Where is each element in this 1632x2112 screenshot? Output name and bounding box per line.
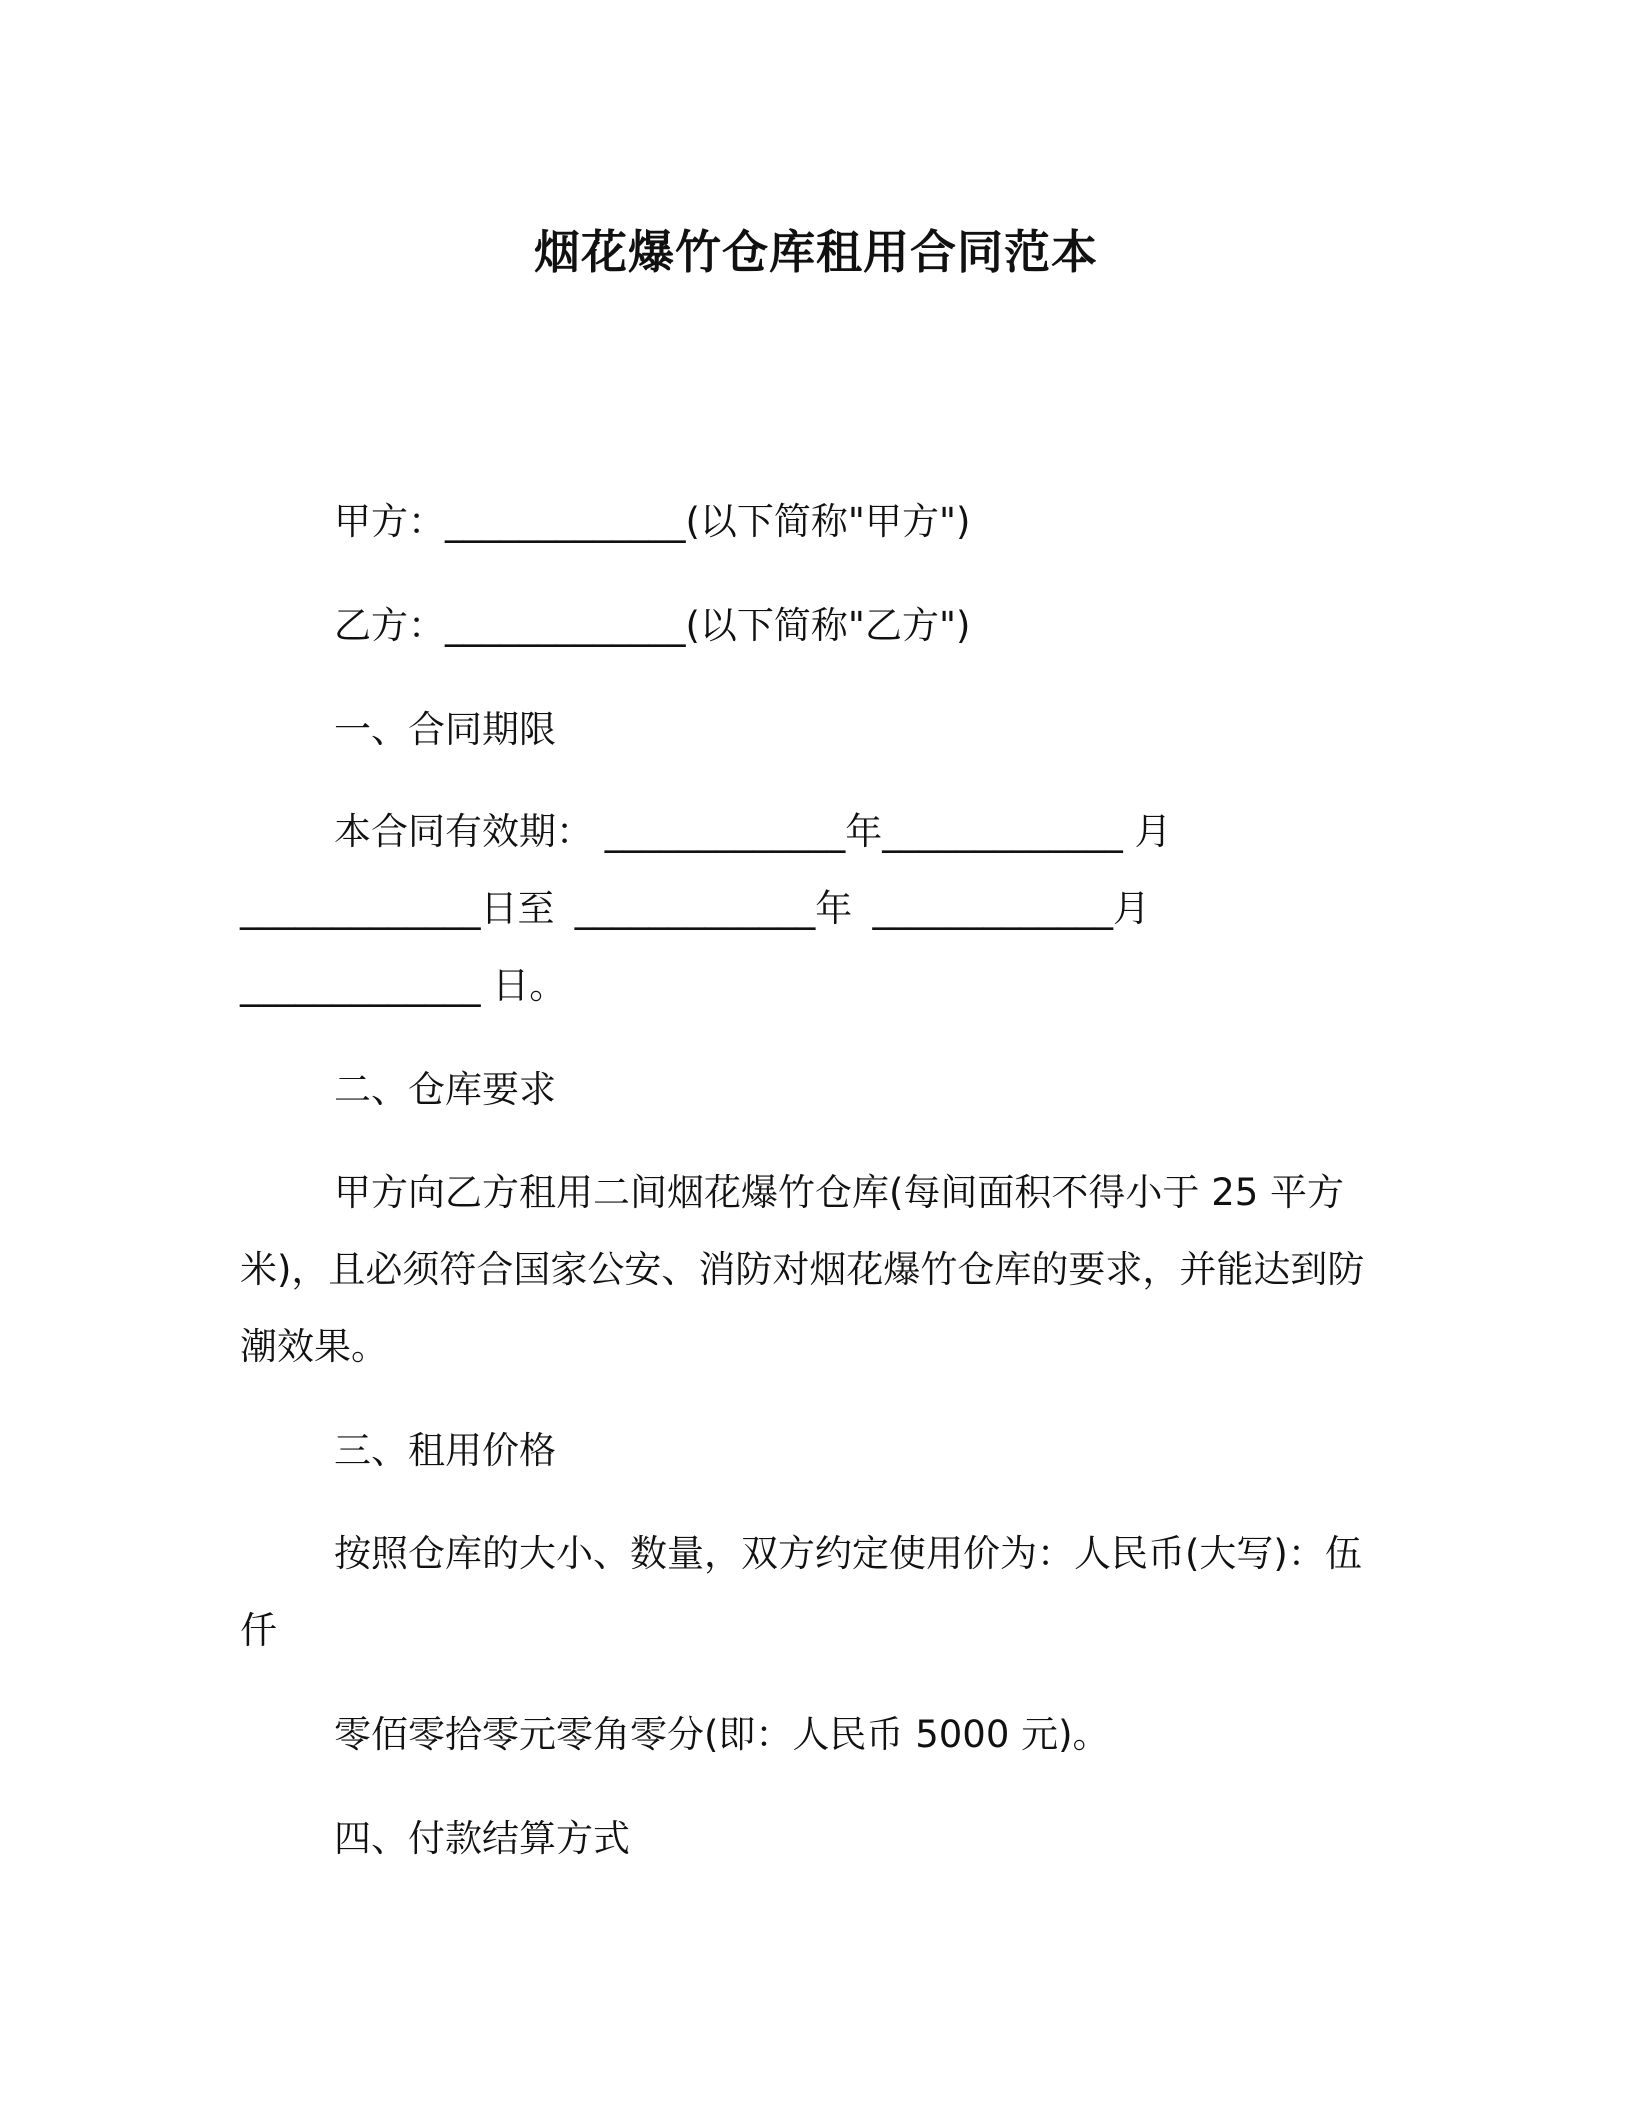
date-blank-month: _____________月 (872, 887, 1150, 930)
party-a-line: 甲方：_____________(以下简称"甲方") (334, 500, 971, 543)
section-3-text-line-1: 按照仓库的大小、数量，双方约定使用价为：人民币(大写)：伍 (334, 1532, 1362, 1575)
date-blank-year: _____________年 (574, 887, 853, 930)
section-3-text-line-3: 零佰零拾零元零角零分(即：人民币 5000 元)。 (334, 1713, 1110, 1756)
section-4-heading: 四、付款结算方式 (334, 1817, 630, 1860)
section-3-text-line-2: 仟 (240, 1609, 277, 1652)
section-2-text-line-2: 米)，且必须符合国家公安、消防对烟花爆竹仓库的要求，并能达到防 (240, 1248, 1365, 1291)
section-3-heading: 三、租用价格 (334, 1429, 556, 1472)
section-2-text-line-3: 潮效果。 (240, 1325, 388, 1368)
section-1-text-line-2 (240, 884, 1150, 934)
party-b-line: 乙方：_____________(以下简称"乙方") (334, 604, 971, 647)
date-blank-day-to: _____________日至 (240, 887, 555, 930)
section-2-heading: 二、仓库要求 (334, 1068, 556, 1111)
section-1-text-line-3: _____________ 日。 (240, 964, 567, 1007)
section-2-text-line-1: 甲方向乙方租用二间烟花爆竹仓库(每间面积不得小于 25 平方 (334, 1171, 1345, 1214)
document-title: 烟花爆竹仓库租用合同范本 (534, 225, 1098, 279)
section-1-text-line-1: 本合同有效期： _____________年_____________ 月 (334, 810, 1172, 853)
section-1-heading: 一、合同期限 (334, 708, 556, 751)
